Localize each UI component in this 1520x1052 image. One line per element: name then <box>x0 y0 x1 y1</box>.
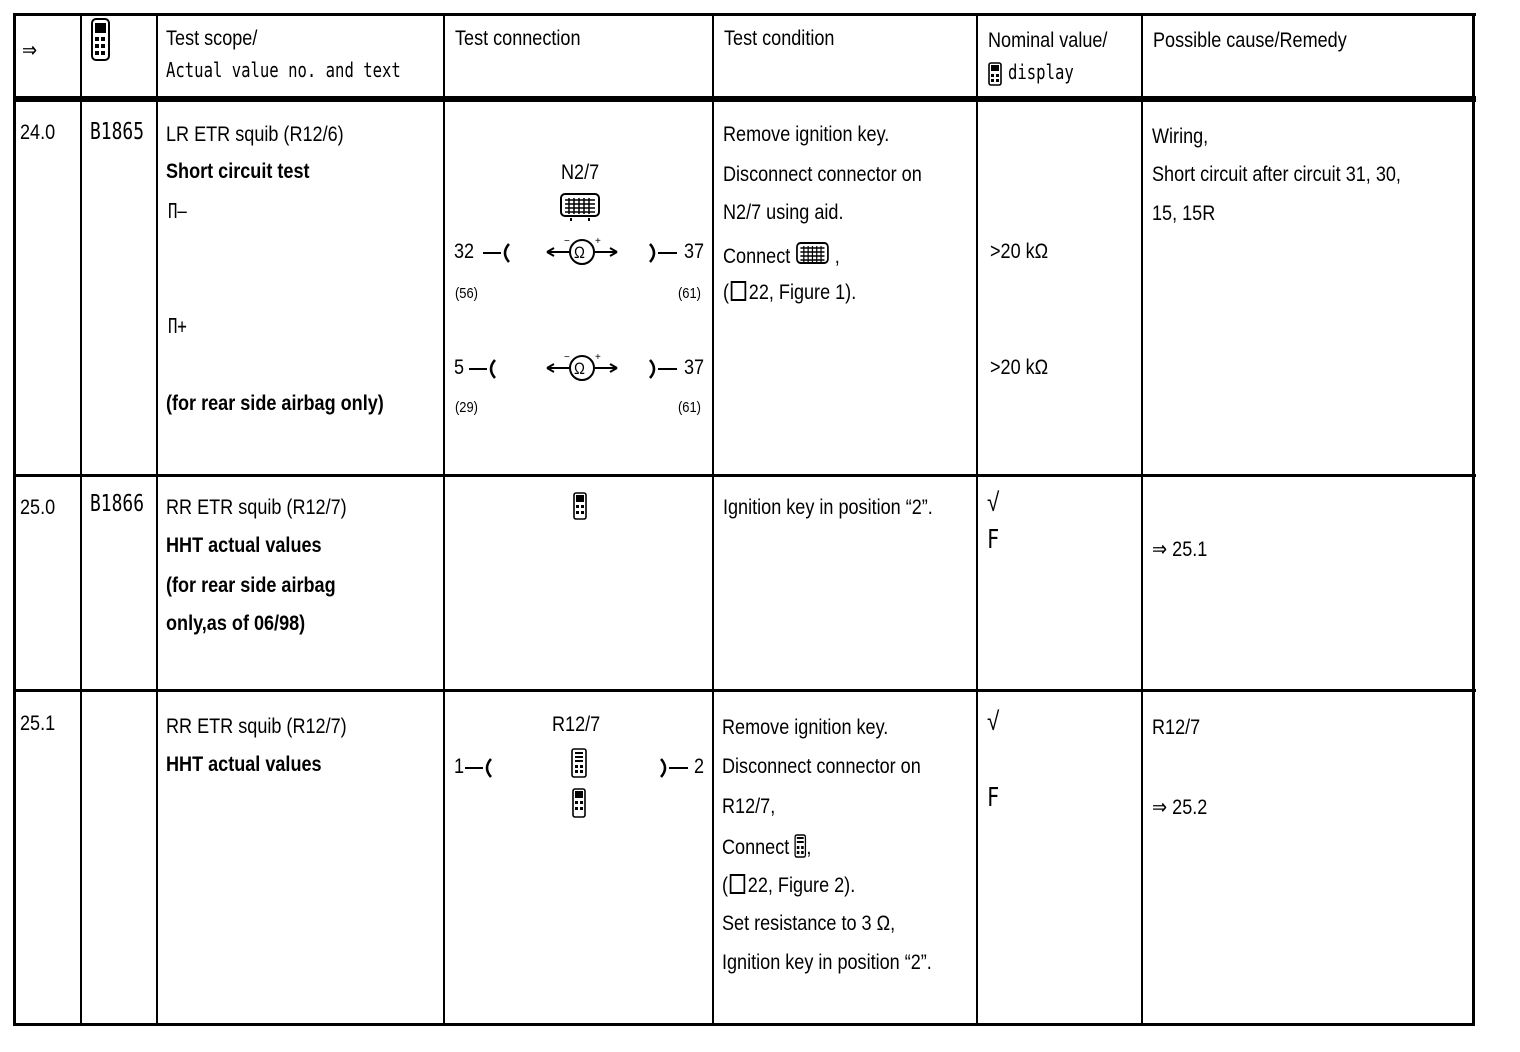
col-divider <box>712 13 714 1026</box>
step-number: 25.1 <box>20 712 56 735</box>
hht-device-icon <box>90 18 112 62</box>
scope-heading: HHT actual values <box>166 534 322 557</box>
pin-left: 1 <box>454 755 465 778</box>
pin-right: 2 <box>694 755 705 778</box>
scope-text: RR ETR squib (R12/7) <box>166 715 347 738</box>
resistance-decade-icon <box>571 748 587 778</box>
condition-comma: , <box>806 836 812 859</box>
header-nominal-line2: display <box>1008 60 1074 84</box>
table-border-top <box>13 13 1476 16</box>
pin-left-sub: (56) <box>455 285 478 302</box>
step-number: 25.0 <box>20 496 56 519</box>
header-arrow: ⇒ <box>22 39 38 62</box>
scope-heading: Short circuit test <box>166 160 310 183</box>
condition-connect-text: Connect <box>723 245 791 268</box>
hht-display-icon <box>988 62 1002 86</box>
pin-left: 32 <box>454 240 475 263</box>
condition-connect-text: Connect <box>722 836 790 859</box>
remedy-line: Short circuit after circuit 31, 30, <box>1152 163 1401 186</box>
row-divider <box>13 474 1476 477</box>
table-border-bottom <box>13 1023 1473 1026</box>
probe-left-icon <box>463 757 497 779</box>
nominal-value: >20 kΩ <box>990 240 1049 263</box>
condition-line: Set resistance to 3 Ω, <box>722 912 896 935</box>
step-number: 24.0 <box>20 121 56 144</box>
condition-line <box>722 834 811 858</box>
hht-device-icon <box>573 492 587 520</box>
module-label: R12/7 <box>552 713 601 736</box>
condition-line: R12/7, <box>722 795 776 818</box>
svg-text:+: + <box>595 236 601 247</box>
condition-line: Disconnect connector on <box>723 163 922 186</box>
probe-right-icon <box>645 242 679 264</box>
table-border-right <box>1472 13 1475 1026</box>
condition-comma: , <box>834 245 840 268</box>
hht-device-icon <box>572 788 586 818</box>
pin-right-sub: (61) <box>678 285 701 302</box>
condition-figure-ref: 22, Figure 1). <box>748 281 857 304</box>
scope-note: (for rear side airbag <box>166 574 336 597</box>
resistance-decade-icon <box>794 834 806 858</box>
condition-line: N2/7 using aid. <box>723 201 844 224</box>
remedy-line: 15, 15R <box>1152 202 1216 225</box>
condition-line <box>723 241 840 267</box>
svg-text:+: + <box>595 352 601 363</box>
scope-pin-minus: Π– <box>168 199 187 223</box>
row-divider <box>13 689 1476 692</box>
nominal-value: >20 kΩ <box>990 356 1049 379</box>
scope-note: (for rear side airbag only) <box>166 392 384 415</box>
probe-left-icon <box>481 242 515 264</box>
svg-text:−: − <box>564 236 570 247</box>
probe-left-icon <box>467 358 501 380</box>
condition-line: Remove ignition key. <box>722 716 889 739</box>
condition-line: Disconnect connector on <box>722 755 921 778</box>
table-border-left <box>13 13 16 1026</box>
header-scope-line2: Actual value no. and text <box>166 58 401 82</box>
nominal-checkmark: √ <box>987 487 1000 517</box>
remedy-line: R12/7 <box>1152 716 1201 739</box>
header-nominal-line1: Nominal value/ <box>988 29 1108 52</box>
header-scope-line1: Test scope/ <box>166 27 258 50</box>
col-divider <box>976 13 978 1026</box>
header-divider <box>13 96 1476 102</box>
probe-right-icon <box>645 358 679 380</box>
ohm-symbol: Ω <box>574 359 585 378</box>
condition-line: Ignition key in position “2”. <box>723 496 933 519</box>
condition-line: Ignition key in position “2”. <box>722 951 932 974</box>
book-reference-icon <box>730 874 745 894</box>
connector-module-icon <box>559 192 601 222</box>
pin-right-sub: (61) <box>678 399 701 416</box>
probe-right-icon <box>656 757 690 779</box>
ohm-symbol: Ω <box>574 243 585 262</box>
fault-code: B1865 <box>90 119 145 145</box>
nominal-checkmark: √ <box>987 706 1000 736</box>
remedy-line: ⇒ 25.1 <box>1152 538 1208 561</box>
scope-pin-plus: Π+ <box>168 314 187 338</box>
col-divider <box>443 13 445 1026</box>
condition-line <box>723 281 856 303</box>
scope-text: LR ETR squib (R12/6) <box>166 123 344 146</box>
header-condition: Test condition <box>724 27 835 50</box>
scope-text: RR ETR squib (R12/7) <box>166 496 347 519</box>
condition-figure-ref: 22, Figure 2). <box>747 874 856 897</box>
condition-paren: ( <box>723 281 730 304</box>
module-label: N2/7 <box>561 161 600 184</box>
book-reference-icon <box>731 281 746 301</box>
col-divider <box>156 13 158 1026</box>
condition-line: Remove ignition key. <box>723 123 890 146</box>
scope-heading: HHT actual values <box>166 753 322 776</box>
nominal-display-f: F <box>987 525 1000 555</box>
remedy-line: ⇒ 25.2 <box>1152 796 1208 819</box>
header-remedy: Possible cause/Remedy <box>1153 29 1347 52</box>
fault-code: B1866 <box>90 491 145 517</box>
pin-left: 5 <box>454 356 465 379</box>
condition-line <box>722 874 855 896</box>
col-divider <box>1141 13 1143 1026</box>
header-connection: Test connection <box>455 27 581 50</box>
pin-right: 37 <box>684 240 705 263</box>
connector-module-icon <box>795 241 829 267</box>
pin-right: 37 <box>684 356 705 379</box>
col-divider <box>80 13 82 1026</box>
nominal-display-f: F <box>987 783 1000 813</box>
pin-left-sub: (29) <box>455 399 478 416</box>
svg-text:−: − <box>564 352 570 363</box>
condition-paren: ( <box>722 874 729 897</box>
remedy-line: Wiring, <box>1152 125 1209 148</box>
scope-note: only,as of 06/98) <box>166 612 306 635</box>
